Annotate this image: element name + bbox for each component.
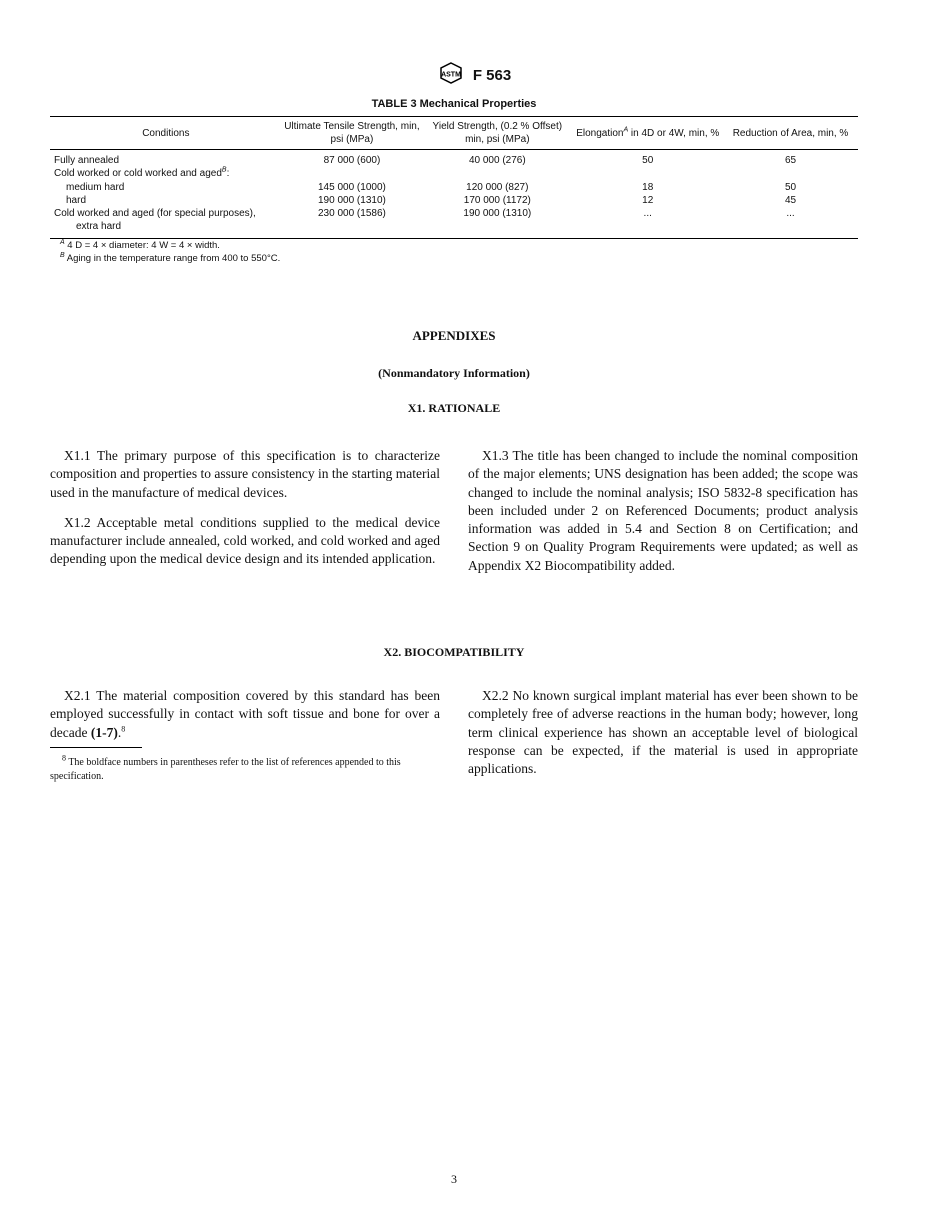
cell-uts: 230 000 (1586): [318, 208, 386, 220]
cell-elongation: 12: [642, 194, 654, 206]
x1-left-column: [50, 447, 440, 581]
cell-ys: 170 000 (1172): [463, 194, 531, 206]
paragraph-x2-1: X2.1 The material composition covered by this standard has been employed successfully in contact with soft tissue and bone for over a decade (1-7).$^8$: [50, 688, 440, 740]
table-notes: [60, 239, 280, 265]
cell-elongation: 18: [642, 181, 654, 193]
header-yield-strength: Yield Strength, (0.2 % Offset) min, psi (MPa): [432, 121, 563, 145]
cell-uts: 145 000 (1000): [318, 181, 386, 193]
cell-condition: hard: [66, 194, 87, 206]
standard-code: F 563: [472, 67, 512, 84]
paragraph-x1-1: X1.1 The primary purpose of this specification is to characterize composition and properties to assure consistency in the starting material used in the manufacture of medical devices.: [50, 448, 440, 500]
footnote-marker: 8: [121, 724, 126, 734]
cell-reduction: ...: [786, 208, 795, 220]
cell-reduction: [723, 167, 858, 180]
x2-left-column: [50, 687, 440, 754]
header-reduction-of-area: Reduction of Area, min, %: [732, 127, 849, 139]
svg-text:ASTM: ASTM: [440, 71, 461, 79]
cell-reduction: 50: [784, 181, 797, 193]
table-note-a: $^A$ 4 D = 4 × diameter: 4 W = 4 × width.: [60, 238, 220, 251]
table-row: [50, 181, 858, 194]
table-row: [50, 194, 858, 207]
x1-right-column: [468, 447, 858, 587]
table-note-b: $^B$ Aging in the temperature range from 400 to 550°C.: [60, 251, 281, 264]
x2-right-column: [468, 687, 858, 790]
cell-condition: Cold worked or cold worked and aged$^B$:: [54, 166, 230, 180]
table-title: TABLE 3 Mechanical Properties: [371, 98, 537, 110]
cell-uts: [282, 167, 423, 180]
header-uts: Ultimate Tensile Strength, min, psi (MPa): [284, 121, 420, 145]
paragraph-x2-2: X2.2 No known surgical implant material has ever been shown to be completely free of adverse reactions in the human body; however, long term clinical experience has shown an acceptable level of biological response can be expected, if the material is used in appropriate applications.: [468, 688, 858, 777]
cell-elongation: [572, 167, 723, 180]
mechanical-properties-table: [50, 116, 858, 239]
header-conditions: Conditions: [142, 127, 190, 139]
cell-uts: 87 000 (600): [323, 155, 381, 166]
table-row: [50, 150, 858, 168]
cell-ys: 120 000 (827): [466, 181, 529, 193]
page-number: 3: [451, 1172, 457, 1186]
cell-condition: Fully annealed: [54, 155, 120, 166]
appendixes-subtitle: (Nonmandatory Information): [378, 366, 530, 380]
cell-reduction: 65: [784, 155, 797, 166]
cell-reduction: 45: [784, 194, 797, 206]
table-row: [50, 167, 858, 180]
cell-elongation: ...: [643, 208, 652, 220]
cell-ys: [422, 167, 572, 180]
header-elongation: Elongation$^A$ in 4D or 4W, min, %: [576, 126, 720, 139]
cell-elongation: 50: [642, 155, 654, 166]
table-row: [50, 207, 858, 238]
table-header-row: [50, 117, 858, 150]
footnote: $^8$ The boldface numbers in parentheses refer to the list of references appended to this specification.: [50, 753, 401, 782]
appendixes-title: APPENDIXES: [412, 328, 496, 343]
astm-logo-icon: [439, 62, 463, 89]
cell-ys: 40 000 (276): [468, 155, 526, 166]
cell-condition: Cold worked and aged (for special purposes), extra hard: [54, 208, 256, 233]
cell-ys: 190 000 (1310): [463, 208, 532, 220]
x1-heading: X1. RATIONALE: [407, 401, 501, 415]
footnote-divider: [50, 747, 142, 748]
document-header: [0, 62, 950, 89]
paragraph-x1-3: X1.3 The title has been changed to include the nominal composition of the major elements; UNS designation has been added; the scope was changed to include the nominal analysis; ISO 5832-8 specification has been included under 2 on Referenced Documents; product analysis information was added in 5.4 and Section 8 on Certification; and Section 9 on Quality Program Requirements were updated; as well as Appendix X2 Biocompatibility added.: [468, 448, 858, 573]
reference-link: (1-7): [90, 724, 118, 740]
paragraph-x1-2: X1.2 Acceptable metal conditions supplied to the medical device manufacturer include annealed, cold worked, and cold worked and aged depending upon the medical device design and its intended application.: [50, 514, 440, 567]
x2-heading: X2. BIOCOMPATIBILITY: [383, 645, 525, 659]
cell-condition: medium hard: [66, 181, 125, 193]
cell-uts: 190 000 (1310): [318, 194, 386, 206]
